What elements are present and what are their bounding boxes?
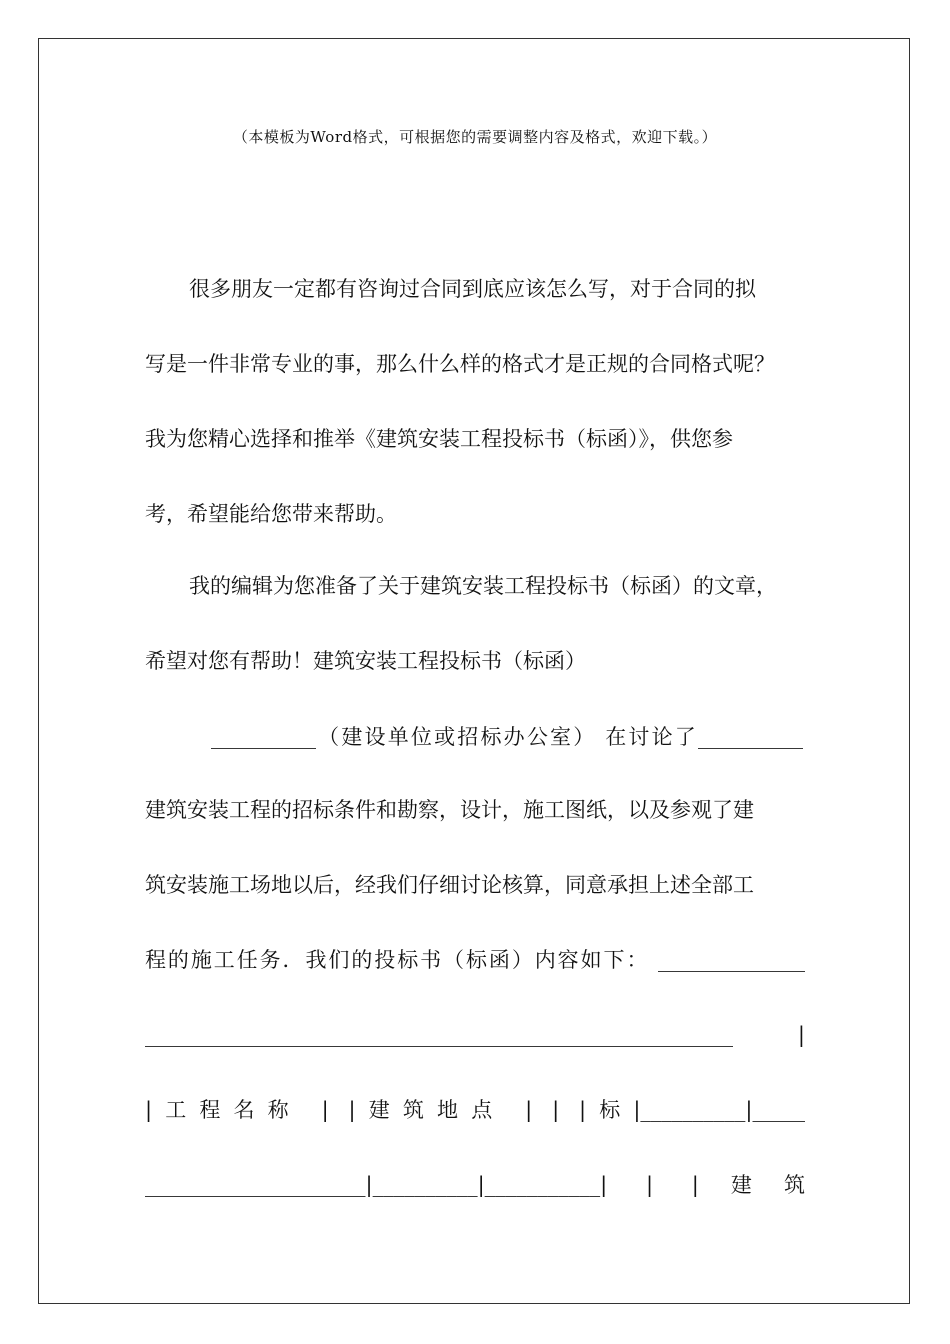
- paragraph-line: 很多朋友一定都有咨询过合同到底应该怎么写，对于合同的拟: [189, 277, 756, 301]
- template-note: （本模板为Word格式，可根据您的需要调整内容及格式，欢迎下载。）: [232, 128, 718, 146]
- paragraph-line: 筑安装施工场地以后，经我们仔细讨论核算，同意承担上述全部工: [145, 873, 754, 897]
- paragraph-line: 我的编辑为您准备了关于建筑安装工程投标书（标函）的文章，: [189, 574, 777, 598]
- paragraph-line: 希望对您有帮助！建筑安装工程投标书（标函）: [145, 649, 586, 673]
- paragraph-line: 写是一件非常专业的事，那么什么样的格式才是正规的合同格式呢？: [145, 352, 775, 376]
- paragraph-line: 建筑安装工程的招标条件和勘察，设计，施工图纸，以及参观了建: [145, 798, 754, 822]
- table-border-line: ________________________________________________________ |: [145, 1023, 805, 1047]
- paragraph-line: __________（建设单位或招标办公室） 在讨论了__________: [211, 725, 803, 749]
- paragraph-line: 我为您精心选择和推举《建筑安装工程投标书（标函）》，供您参: [145, 427, 733, 451]
- table-row: _____________________|__________|___________| | |建筑: [145, 1173, 805, 1197]
- paragraph-line: 考，希望能给您带来帮助。: [145, 502, 397, 526]
- table-header-row: |工程名称 | |建筑地点 | | |标|__________|_____: [145, 1098, 805, 1122]
- paragraph-line: 程的施工任务．我们的投标书（标函）内容如下： ______________: [145, 948, 805, 972]
